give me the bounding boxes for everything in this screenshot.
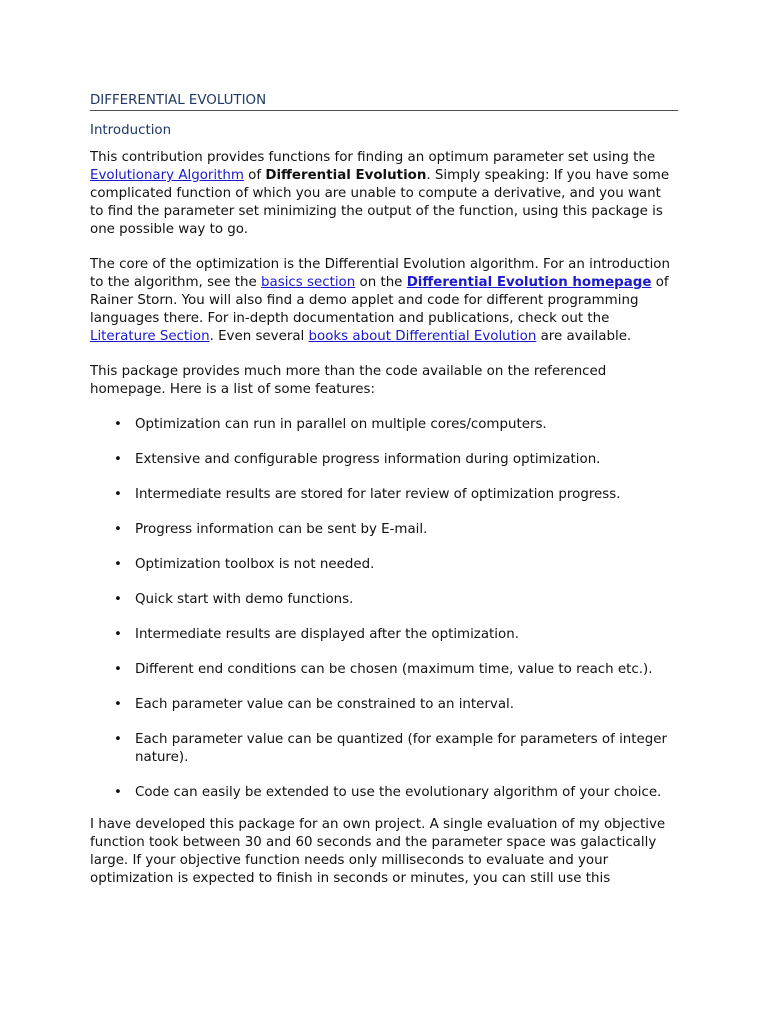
text-run: on the [355, 275, 407, 290]
bullet-icon: • [114, 732, 122, 747]
feature-text: Intermediate results are displayed after the optimization. [135, 627, 519, 642]
intro-paragraph-4: I have developed this package for an own project. A single evaluation of my objective function took between 30 and 60 seconds and the parameter space was galactically large. If your objective function needs only milliseconds to evaluate and your optimization is expected to finish in seconds or minutes, you can still use this [90, 817, 666, 886]
intro-paragraph-1 [90, 149, 678, 239]
list-item [90, 661, 678, 679]
differential-evolution-homepage-link[interactable] [407, 275, 652, 290]
text-run: of Rainer Storn. You will also find a demo applet and code for different programming languages there. For in-depth documentation and publications, check out the [90, 275, 669, 326]
text-run: . Simply speaking: If you have some complicated function of which you are unable to compute a derivative, and you want to find the parameter set minimizing the output of the function, using this package is one possible way to go. [90, 168, 670, 237]
feature-text: Optimization can run in parallel on multiple cores/computers. [135, 417, 547, 432]
bullet-icon: • [114, 662, 122, 677]
document-title: DIFFERENTIAL EVOLUTION [90, 92, 678, 111]
list-item [90, 591, 678, 609]
list-item [90, 521, 678, 539]
differential-evolution-bold: Differential Evolution [265, 168, 427, 183]
books-link[interactable]: books about Differential Evolution [308, 329, 537, 344]
feature-text: Extensive and configurable progress information during optimization. [135, 452, 601, 467]
list-item [90, 696, 678, 714]
list-item [90, 451, 678, 469]
list-item [90, 486, 678, 504]
bullet-icon: • [114, 487, 122, 502]
text-run: . Even several [209, 329, 309, 344]
text-run: This contribution provides functions for finding an optimum parameter set using the [90, 150, 656, 165]
homepage-link-text: Differential Evolution homepage [406, 275, 652, 290]
intro-paragraph-2 [90, 256, 678, 346]
feature-text: Code can easily be extended to use the evolutionary algorithm of your choice. [135, 784, 662, 800]
intro-paragraph-3: This package provides much more than the code available on the referenced homepage. Here is a list of some features: [90, 364, 607, 397]
bullet-icon: • [114, 592, 122, 607]
feature-text: Quick start with demo functions. [135, 592, 354, 607]
bullet-icon: • [114, 417, 122, 432]
list-item [90, 556, 678, 574]
feature-list [90, 416, 678, 801]
list-item [90, 416, 678, 434]
bullet-icon: • [114, 452, 122, 467]
feature-text: Each parameter value can be quantized (for example for parameters of integer nature). [135, 732, 668, 765]
bullet-icon: • [114, 627, 122, 642]
list-item [90, 784, 678, 802]
bullet-icon: • [114, 557, 122, 572]
feature-text: Progress information can be sent by E-mail. [135, 522, 428, 537]
evolutionary-algorithm-link[interactable]: Evolutionary Algorithm [90, 168, 244, 183]
bullet-icon: • [114, 784, 122, 800]
bullet-icon: • [114, 697, 122, 712]
feature-text: Optimization toolbox is not needed. [135, 557, 375, 572]
list-item [90, 626, 678, 644]
basics-section-link[interactable]: basics section [261, 275, 356, 290]
document-body [90, 92, 678, 905]
feature-text: Each parameter value can be constrained to an interval. [135, 697, 514, 712]
text-run: are available. [536, 329, 632, 344]
text-run: The core of the optimization is the Differential Evolution algorithm. For an introduction to the algorithm, see the [90, 257, 670, 290]
list-item [90, 731, 678, 766]
introduction-heading: Introduction [90, 123, 172, 138]
bullet-icon: • [114, 522, 122, 537]
literature-section-link[interactable]: Literature Section [90, 329, 210, 344]
text-run: of [243, 168, 266, 183]
feature-text: Intermediate results are stored for later review of optimization progress. [135, 487, 621, 502]
feature-text: Different end conditions can be chosen (maximum time, value to reach etc.). [135, 662, 653, 677]
